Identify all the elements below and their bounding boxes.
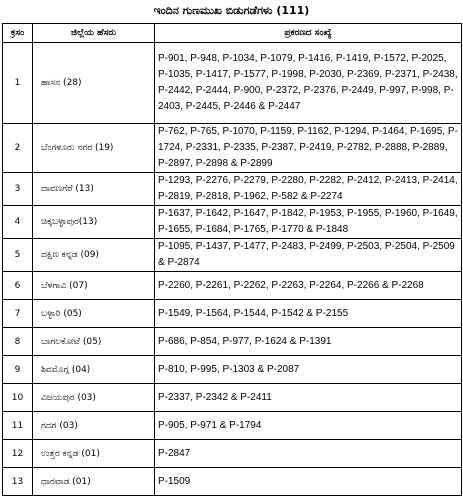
serial-no-cell: 8: [3, 328, 33, 356]
district-cell: ದಕ್ಷಿಣ ಕನ್ನಡ (09): [33, 239, 155, 272]
serial-no-cell: 4: [3, 206, 33, 239]
district-cell: ಗದಗ (03): [33, 412, 155, 440]
case-numbers-cell: P-2847: [155, 440, 462, 468]
table-row: [3, 206, 462, 239]
table-row: [3, 124, 462, 173]
table-row: [3, 356, 462, 384]
serial-no-cell: 10: [3, 384, 33, 412]
district-cell: ಬಳ್ಳಾರಿ (05): [33, 300, 155, 328]
district-cell: ಉತ್ತರ ಕನ್ನಡ (01): [33, 440, 155, 468]
table-row: [3, 239, 462, 272]
case-numbers-cell: P-1637, P-1642, P-1647, P-1842, P-1953, P-1955, P-1960, P-1649, P-1655, P-1684, P-1765, P-1770 & P-1848: [155, 206, 462, 239]
district-cell: ಧಾರವಾಡ (01): [33, 468, 155, 496]
case-numbers-cell: P-686, P-854, P-977, P-1624 & P-1391: [155, 328, 462, 356]
case-numbers-cell: P-810, P-995, P-1303 & P-2087: [155, 356, 462, 384]
district-cell: ದಾವಣಗೆರೆ (13): [33, 173, 155, 206]
header-case-numbers: ಪ್ರಕರಣದ ಸಂಖ್ಯೆ: [155, 24, 462, 43]
serial-no-cell: 11: [3, 412, 33, 440]
serial-no-cell: 2: [3, 124, 33, 173]
case-numbers-cell: P-1549, P-1564, P-1544, P-1542 & P-2155: [155, 300, 462, 328]
district-cell: ವಿಜಯಪುರ (03): [33, 384, 155, 412]
district-cell: ಚಿಕ್ಕಬಳ್ಳಾಪುರ(13): [33, 206, 155, 239]
district-cell: ಬಾಗಲಕೋಟೆ (05): [33, 328, 155, 356]
table-row: [3, 468, 462, 496]
case-numbers-cell: P-1293, P-2276, P-2279, P-2280, P-2282, P-2412, P-2413, P-2414, P-2819, P-2818, P-1962, P-582 & P-2274: [155, 173, 462, 206]
header-serial-no: ಕ್ರಸಂ: [3, 24, 33, 43]
page-title: ಇಂದಿನ ಗುಣಮುಖ ಬಿಡುಗಡೆಗಳು (111): [153, 4, 310, 17]
serial-no-cell: 12: [3, 440, 33, 468]
table-row: [3, 440, 462, 468]
case-numbers-cell: P-905, P-971 & P-1794: [155, 412, 462, 440]
table-row: [3, 173, 462, 206]
table-row: [3, 412, 462, 440]
serial-no-cell: 13: [3, 468, 33, 496]
district-cell: ಬೆಳಗಾವಿ (07): [33, 272, 155, 300]
district-cell: ಶಿವಮೊಗ್ಗ (04): [33, 356, 155, 384]
header-district-name: ಜಿಲ್ಲೆಯ ಹೆಸರು: [33, 24, 155, 43]
table-row: [3, 43, 462, 124]
case-numbers-cell: P-762, P-765, P-1070, P-1159, P-1162, P-1294, P-1464, P-1695, P-1724, P-2331, P-2335, P-2387, P-2419, P-2782, P-2888, P-2889, P-2897, P-2898 & P-2899: [155, 124, 462, 173]
case-numbers-cell: P-1095, P-1437, P-1477, P-2483, P-2499, P-2503, P-2504, P-2509 & P-2874: [155, 239, 462, 272]
district-cell: ಬೆಂಗಳೂರು ನಗರ (19): [33, 124, 155, 173]
table-row: [3, 272, 462, 300]
case-numbers-cell: P-901, P-948, P-1034, P-1079, P-1416, P-1419, P-1572, P-2025, P-1035, P-1417, P-1577, P-1998, P-2030, P-2369, P-2371, P-2438, P-2442, P-2444, P-900, P-2372, P-2376, P-2449, P-997, P-998, P-2403, P-2445, P-2446 & P-2447: [155, 43, 462, 124]
case-numbers-cell: P-2260, P-2261, P-2262, P-2263, P-2264, P-2266 & P-2268: [155, 272, 462, 300]
serial-no-cell: 9: [3, 356, 33, 384]
serial-no-cell: 6: [3, 272, 33, 300]
serial-no-cell: 1: [3, 43, 33, 124]
table-row: [3, 328, 462, 356]
case-numbers-cell: P-1509: [155, 468, 462, 496]
case-numbers-cell: P-2337, P-2342 & P-2411: [155, 384, 462, 412]
discharges-table: [2, 23, 462, 496]
table-row: [3, 384, 462, 412]
table-row: [3, 300, 462, 328]
serial-no-cell: 5: [3, 239, 33, 272]
table-header-row: [3, 24, 462, 43]
district-cell: ಹಾಸನ (28): [33, 43, 155, 124]
serial-no-cell: 7: [3, 300, 33, 328]
serial-no-cell: 3: [3, 173, 33, 206]
